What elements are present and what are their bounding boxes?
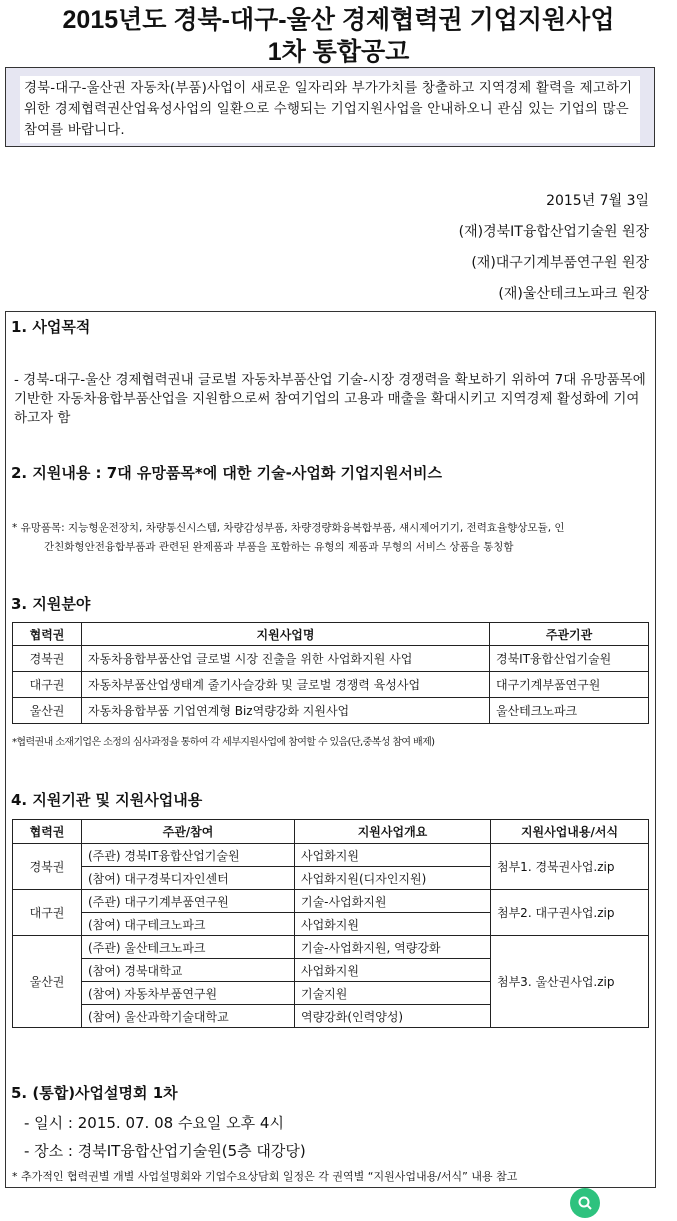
- summary-cell: 사업화지원: [295, 959, 491, 982]
- intro-box: [5, 67, 655, 147]
- support-fields-table: [12, 622, 649, 724]
- briefing-datetime: - 일시 : 2015. 07. 08 수요일 오후 4시: [24, 1114, 284, 1132]
- zoom-icon: [577, 1195, 593, 1211]
- section-2-note-1: * 유망품목: 지능형운전장치, 차량통신시스템, 차량감성부품, 차량경량화융복합부품, 섀시제어기기, 전력효율향상모듈, 인: [12, 522, 565, 534]
- region-cell: 대구권: [13, 890, 82, 936]
- signatory-3: (재)울산테크노파크 원장: [498, 286, 649, 302]
- section-5-heading: 5. (통합)사업설명회 1차: [11, 1084, 178, 1102]
- section-3-note: *협력권내 소재기업은 소정의 심사과정을 통하여 각 세부지원사업에 참여할 수 있음(단,중복성 참여 배제): [12, 737, 435, 748]
- role-cell: (참여) 울산과학기술대학교: [82, 1005, 295, 1028]
- program-cell: 자동차부품산업생태계 줄기사슬강화 및 글로벌 경쟁력 육성사업: [82, 672, 490, 698]
- signatory-2: (재)대구기계부품연구원 원장: [471, 255, 649, 271]
- role-cell: (주관) 대구기계부품연구원: [82, 890, 295, 913]
- table-row: [13, 936, 649, 959]
- table-row: [13, 672, 649, 698]
- role-cell: (참여) 대구경북디자인센터: [82, 867, 295, 890]
- notice-date: 2015년 7월 3일: [546, 193, 649, 209]
- col-summary: 지원사업개요: [295, 820, 491, 844]
- section-1-heading: 1. 사업목적: [11, 318, 91, 336]
- host-cell: 대구기계부품연구원: [490, 672, 649, 698]
- table-row: [13, 698, 649, 724]
- table-header-row: [13, 820, 649, 844]
- col-role: 주관/참여: [82, 820, 295, 844]
- table-header-row: [13, 623, 649, 646]
- summary-cell: 사업화지원(디자인지원): [295, 867, 491, 890]
- summary-cell: 사업화지원: [295, 844, 491, 867]
- program-cell: 자동차융합부품 기업연계형 Biz역량강화 지원사업: [82, 698, 490, 724]
- signatory-1: (재)경북IT융합산업기술원 원장: [458, 224, 649, 240]
- role-cell: (참여) 경북대학교: [82, 959, 295, 982]
- region-cell: 대구권: [13, 672, 82, 698]
- title-line-2: 1차 통합공고: [267, 38, 410, 66]
- col-host: 주관기관: [490, 623, 649, 646]
- col-program: 지원사업명: [82, 623, 490, 646]
- summary-cell: 기술-사업화지원, 역량강화: [295, 936, 491, 959]
- attachment-link[interactable]: 첨부1. 경북권사업.zip: [491, 844, 649, 890]
- table-row: [13, 890, 649, 913]
- program-cell: 자동차융합부품산업 글로벌 시장 진출을 위한 사업화지원 사업: [82, 646, 490, 672]
- section-5-note: * 추가적인 협력권별 개별 사업설명회와 기업수요상담회 일정은 각 권역별 “지원사업내용/서식” 내용 참고: [12, 1170, 518, 1183]
- attachment-link[interactable]: 첨부3. 울산권사업.zip: [491, 936, 649, 1028]
- region-cell: 경북권: [13, 646, 82, 672]
- region-cell: 울산권: [13, 936, 82, 1028]
- summary-cell: 기술-사업화지원: [295, 890, 491, 913]
- col-attachment: 지원사업내용/서식: [491, 820, 649, 844]
- institutions-table: [12, 819, 649, 1028]
- table-row: [13, 646, 649, 672]
- role-cell: (주관) 울산테크노파크: [82, 936, 295, 959]
- section-3-heading: 3. 지원분야: [11, 595, 91, 613]
- host-cell: 경북IT융합산업기술원: [490, 646, 649, 672]
- section-4-heading: 4. 지원기관 및 지원사업내용: [11, 791, 203, 809]
- section-2-note-2: 간친화형안전융합부품과 관련된 완제품과 부품을 포함하는 유형의 제품과 무형의 서비스 상품을 통칭함: [44, 541, 514, 553]
- host-cell: 울산테크노파크: [490, 698, 649, 724]
- summary-cell: 사업화지원: [295, 913, 491, 936]
- attachment-link[interactable]: 첨부2. 대구권사업.zip: [491, 890, 649, 936]
- briefing-location: - 장소 : 경북IT융합산업기술원(5층 대강당): [24, 1142, 306, 1160]
- table-row: [13, 844, 649, 867]
- role-cell: (주관) 경북IT융합산업기술원: [82, 844, 295, 867]
- role-cell: (참여) 대구테크노파크: [82, 913, 295, 936]
- region-cell: 울산권: [13, 698, 82, 724]
- summary-cell: 역량강화(인력양성): [295, 1005, 491, 1028]
- region-cell: 경북권: [13, 844, 82, 890]
- intro-text: 경북-대구-울산권 자동차(부품)사업이 새로운 일자리와 부가가치를 창출하고 지역경제 활력을 제고하기 위한 경제협력권산업육성사업의 일환으로 수행되는 기업지원사업을 안내하오니 관심 있는 기업의 많은 참여를 바랍니다.: [20, 76, 640, 143]
- role-cell: (참여) 자동차부품연구원: [82, 982, 295, 1005]
- section-2-heading: 2. 지원내용 : 7대 유망품목*에 대한 기술-사업화 기업지원서비스: [11, 464, 442, 482]
- summary-cell: 기술지원: [295, 982, 491, 1005]
- col-region: 협력권: [13, 623, 82, 646]
- col-region: 협력권: [13, 820, 82, 844]
- section-1-body: - 경북-대구-울산 경제협력권내 글로벌 자동차부품산업 기술-시장 경쟁력을 확보하기 위하여 7대 유망품목에 기반한 자동차융합부품산업을 지원함으로써 참여기업의 고용과 매출을 확대시키고 지역경제 활성화에 기여하고자 함: [14, 372, 646, 426]
- title-line-1: 2015년도 경북-대구-울산 경제협력권 기업지원사업: [62, 6, 615, 34]
- zoom-button[interactable]: [570, 1188, 600, 1218]
